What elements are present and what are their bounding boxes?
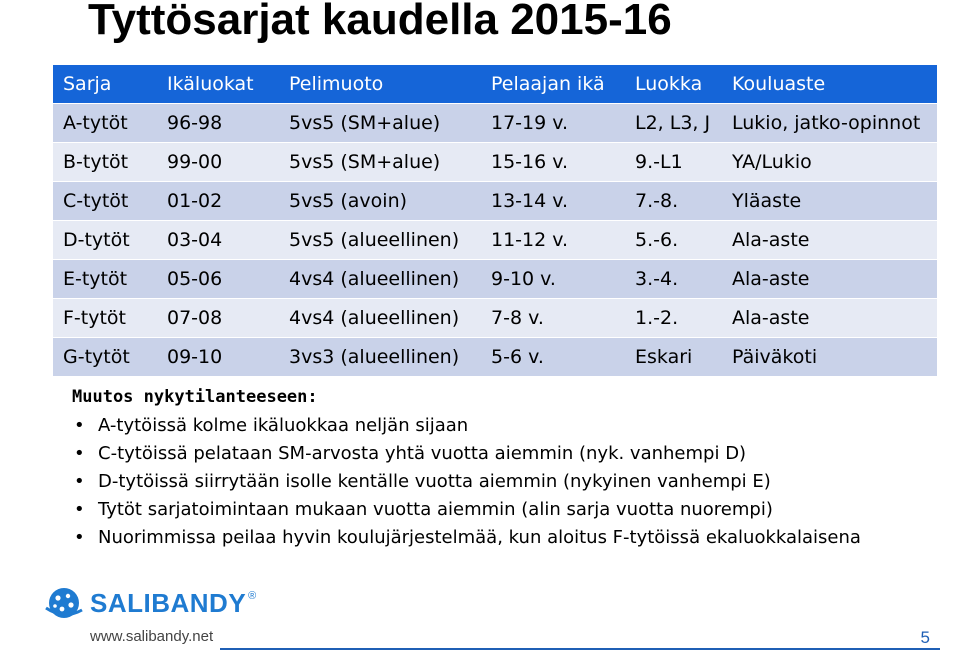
table-cell: Eskari — [625, 338, 722, 377]
table-cell: 09-10 — [157, 338, 279, 377]
table-row — [53, 143, 937, 182]
table-cell: 7-8 v. — [481, 299, 625, 338]
bullet-icon: • — [74, 499, 85, 520]
table-row — [53, 182, 937, 221]
table-cell: 5vs5 (alueellinen) — [279, 221, 481, 260]
table-cell: 11-12 v. — [481, 221, 625, 260]
table-cell: 4vs4 (alueellinen) — [279, 299, 481, 338]
page-title: Tyttösarjat kaudella 2015-16 — [88, 0, 672, 44]
table-header-row — [53, 65, 937, 104]
table-row — [53, 221, 937, 260]
logo-text: SALIBANDY — [90, 587, 247, 618]
list-item-text: Nuorimmissa peilaa hyvin koulujärjestelmää, kun aloitus F-tytöissä ekaluokkalaisena — [98, 527, 861, 548]
table-cell: Ala-aste — [722, 221, 937, 260]
table-cell: 1.-2. — [625, 299, 722, 338]
table-cell: 96-98 — [157, 104, 279, 143]
series-table — [53, 65, 937, 377]
table-cell: 7.-8. — [625, 182, 722, 221]
table-cell: 5.-6. — [625, 221, 722, 260]
bullet-icon: • — [74, 415, 85, 436]
list-item — [72, 524, 861, 552]
list-item-text: A-tytöissä kolme ikäluokkaa neljän sijaan — [98, 415, 469, 436]
table-cell: A-tytöt — [53, 104, 157, 143]
salibandy-logo — [44, 586, 256, 620]
list-item — [72, 440, 861, 468]
table-cell: Päiväkoti — [722, 338, 937, 377]
table-cell: C-tytöt — [53, 182, 157, 221]
list-item — [72, 468, 861, 496]
changes-section — [72, 386, 861, 552]
table-cell: 4vs4 (alueellinen) — [279, 260, 481, 299]
table-row — [53, 260, 937, 299]
table-cell: 15-16 v. — [481, 143, 625, 182]
table-cell: L2, L3, J — [625, 104, 722, 143]
bullet-icon: • — [74, 527, 85, 548]
list-item — [72, 496, 861, 524]
changes-heading: Muutos nykytilanteeseen: — [72, 387, 318, 407]
list-item-text: C-tytöissä pelataan SM-arvosta yhtä vuotta aiemmin (nyk. vanhempi D) — [98, 443, 747, 464]
table-cell: 9.-L1 — [625, 143, 722, 182]
table-cell: D-tytöt — [53, 221, 157, 260]
table-cell: 05-06 — [157, 260, 279, 299]
table-cell: 5-6 v. — [481, 338, 625, 377]
col-header-luokka: Luokka — [625, 65, 722, 104]
table-cell: Yläaste — [722, 182, 937, 221]
table-cell: 07-08 — [157, 299, 279, 338]
col-header-pelaajan-ika: Pelaajan ikä — [481, 65, 625, 104]
bullet-icon: • — [74, 443, 85, 464]
col-header-sarja: Sarja — [53, 65, 157, 104]
table-row — [53, 104, 937, 143]
floorball-ball-icon — [44, 586, 84, 620]
table-cell: 01-02 — [157, 182, 279, 221]
table-cell: 9-10 v. — [481, 260, 625, 299]
registered-mark: ® — [248, 590, 257, 602]
table-cell: 3vs3 (alueellinen) — [279, 338, 481, 377]
bullet-icon: • — [74, 471, 85, 492]
table-cell: 5vs5 (SM+alue) — [279, 143, 481, 182]
table-cell: G-tytöt — [53, 338, 157, 377]
table-cell: 13-14 v. — [481, 182, 625, 221]
list-item-text: Tytöt sarjatoimintaan mukaan vuotta aiemmin (alin sarja vuotta nuorempi) — [98, 499, 773, 520]
website-url[interactable]: www.salibandy.net — [90, 628, 214, 645]
table-cell: 5vs5 (SM+alue) — [279, 104, 481, 143]
table-cell: YA/Lukio — [722, 143, 937, 182]
table-cell: 99-00 — [157, 143, 279, 182]
table-row — [53, 299, 937, 338]
table-cell: Ala-aste — [722, 299, 937, 338]
table-cell: Lukio, jatko-opinnot — [722, 104, 937, 143]
col-header-pelimuoto: Pelimuoto — [279, 65, 481, 104]
table-cell: F-tytöt — [53, 299, 157, 338]
list-item-text: D-tytöissä siirrytään isolle kentälle vuotta aiemmin (nykyinen vanhempi E) — [98, 471, 771, 492]
list-item — [72, 412, 861, 440]
footer-divider — [220, 648, 940, 650]
page-number: 5 — [920, 628, 930, 647]
table-cell: Ala-aste — [722, 260, 937, 299]
col-header-ikaluokat: Ikäluokat — [157, 65, 279, 104]
table-row — [53, 338, 937, 377]
table-cell: 17-19 v. — [481, 104, 625, 143]
table-cell: B-tytöt — [53, 143, 157, 182]
table-cell: 5vs5 (avoin) — [279, 182, 481, 221]
changes-list — [72, 412, 861, 552]
col-header-kouluaste: Kouluaste — [722, 65, 937, 104]
table-cell: E-tytöt — [53, 260, 157, 299]
table-cell: 3.-4. — [625, 260, 722, 299]
table-cell: 03-04 — [157, 221, 279, 260]
